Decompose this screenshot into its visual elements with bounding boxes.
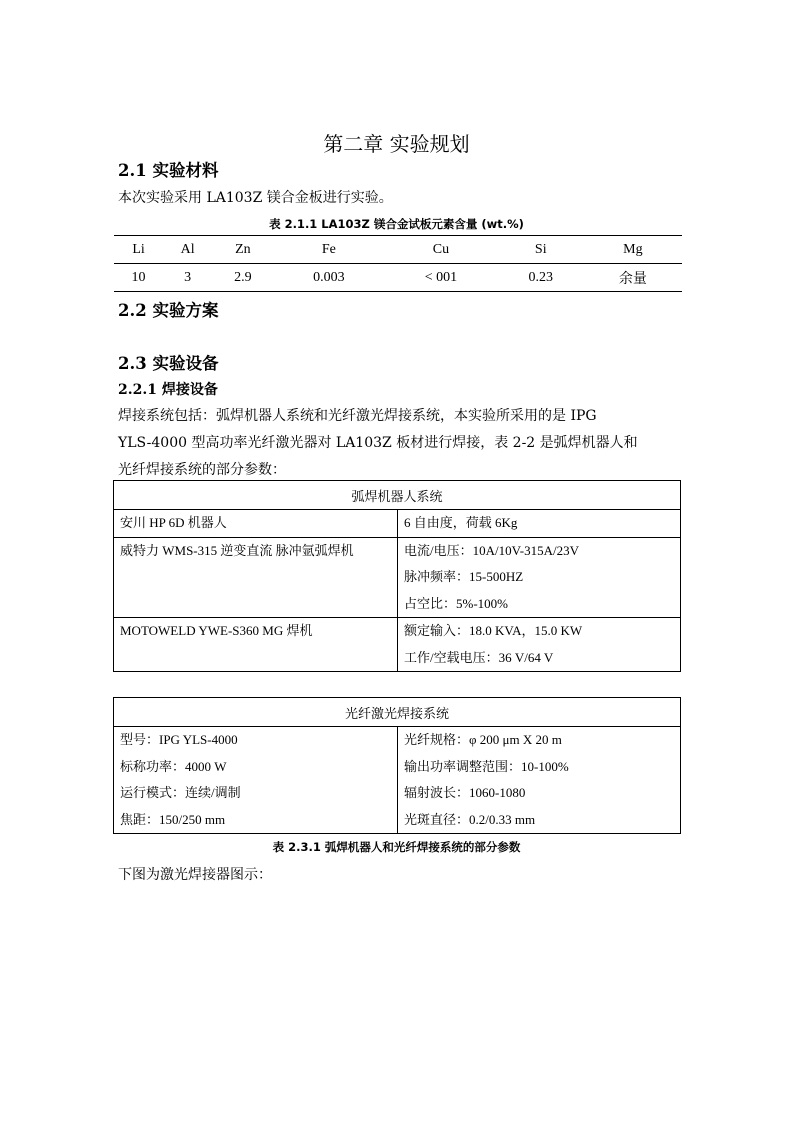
laser-right-1: 光纤规格：φ 200 μm X 20 m <box>404 732 562 747</box>
chapter-title: 第二章 实验规划 <box>323 132 470 156</box>
paragraph-line-1: 焊接系统包括：弧焊机器人系统和光纤激光焊接系统，本实验所采用的是 IPG <box>118 408 597 424</box>
arc-row-3-left: MOTOWELD YWE-S360 MG 焊机 <box>120 623 313 638</box>
arc-row-1-left: 安川 HP 6D 机器人 <box>120 515 227 530</box>
laser-left-4: 焦距：150/250 mm <box>120 811 226 827</box>
laser-right-2: 输出功率调整范围：10-100% <box>404 758 569 774</box>
header-cell-li: Li <box>114 236 163 264</box>
section-2-1-text: 本次实验采用 LA103Z 镁合金板进行实验。 <box>118 190 393 206</box>
table-row <box>114 537 681 618</box>
composition-value-row <box>114 264 682 292</box>
laser-left-1: 型号：IPG YLS-4000 <box>120 732 238 747</box>
arc-row-1-right: 6 自由度，荷载 6Kg <box>404 515 518 530</box>
header-cell-si: Si <box>498 236 584 264</box>
value-cell-mg: 余量 <box>584 264 682 292</box>
header-cell-fe: Fe <box>274 236 385 264</box>
laser-right-4: 光斑直径：0.2/0.33 mm <box>404 811 536 827</box>
table-1-caption: 表 2.1.1 LA103Z 镁合金试板元素含量 (wt.%) <box>269 217 524 231</box>
composition-table <box>114 235 682 292</box>
value-cell-cu: < 001 <box>384 264 498 292</box>
paragraph-line-3: 光纤焊接系统的部分参数： <box>118 462 286 478</box>
subsection-heading-2-2-1: 2.2.1 焊接设备 <box>118 382 218 398</box>
header-cell-mg: Mg <box>584 236 682 264</box>
composition-header-row <box>114 236 682 264</box>
arc-row-2-right-2: 脉冲频率：15-500HZ <box>404 569 524 584</box>
table-2-caption: 表 2.3.1 弧焊机器人和光纤焊接系统的部分参数 <box>272 840 521 854</box>
arc-row-3-right-1: 额定输入：18.0 KVA，15.0 KW <box>404 623 583 638</box>
value-cell-li: 10 <box>114 264 163 292</box>
value-cell-si: 0.23 <box>498 264 584 292</box>
paragraph-line-2: YLS-4000 型高功率光纤激光器对 LA103Z 板材进行焊接，表 2-2 是弧焊机器人和 <box>118 435 638 451</box>
laser-left-2: 标称功率：4000 W <box>120 758 227 774</box>
arc-table-title: 弧焊机器人系统 <box>114 481 681 510</box>
arc-row-2-left: 威特力 WMS-315 逆变直流 脉冲氩弧焊机 <box>120 542 354 558</box>
value-cell-fe: 0.003 <box>274 264 385 292</box>
section-heading-2-1: 2.1 实验材料 <box>118 161 219 180</box>
table-row <box>114 618 681 672</box>
section-heading-2-3: 2.3 实验设备 <box>118 354 219 373</box>
laser-table-title: 光纤激光焊接系统 <box>114 698 681 727</box>
laser-welding-table <box>113 697 681 834</box>
arc-row-2-right-1: 电流/电压：10A/10V-315A/23V <box>404 542 580 558</box>
header-cell-cu: Cu <box>384 236 498 264</box>
final-text: 下图为激光焊接器图示： <box>118 867 272 883</box>
value-cell-al: 3 <box>163 264 212 292</box>
header-cell-al: Al <box>163 236 212 264</box>
section-heading-2-2: 2.2 实验方案 <box>118 301 219 320</box>
value-cell-zn: 2.9 <box>212 264 273 292</box>
laser-right-3: 辐射波长：1060-1080 <box>404 785 526 800</box>
arc-welding-table <box>113 480 681 672</box>
table-row <box>114 510 681 538</box>
table-row <box>114 727 681 834</box>
laser-left-3: 运行模式：连续/调制 <box>120 785 241 800</box>
arc-row-3-right-2: 工作/空载电压：36 V/64 V <box>404 649 554 665</box>
arc-row-2-right-3: 占空比：5%-100% <box>404 595 508 611</box>
header-cell-zn: Zn <box>212 236 273 264</box>
